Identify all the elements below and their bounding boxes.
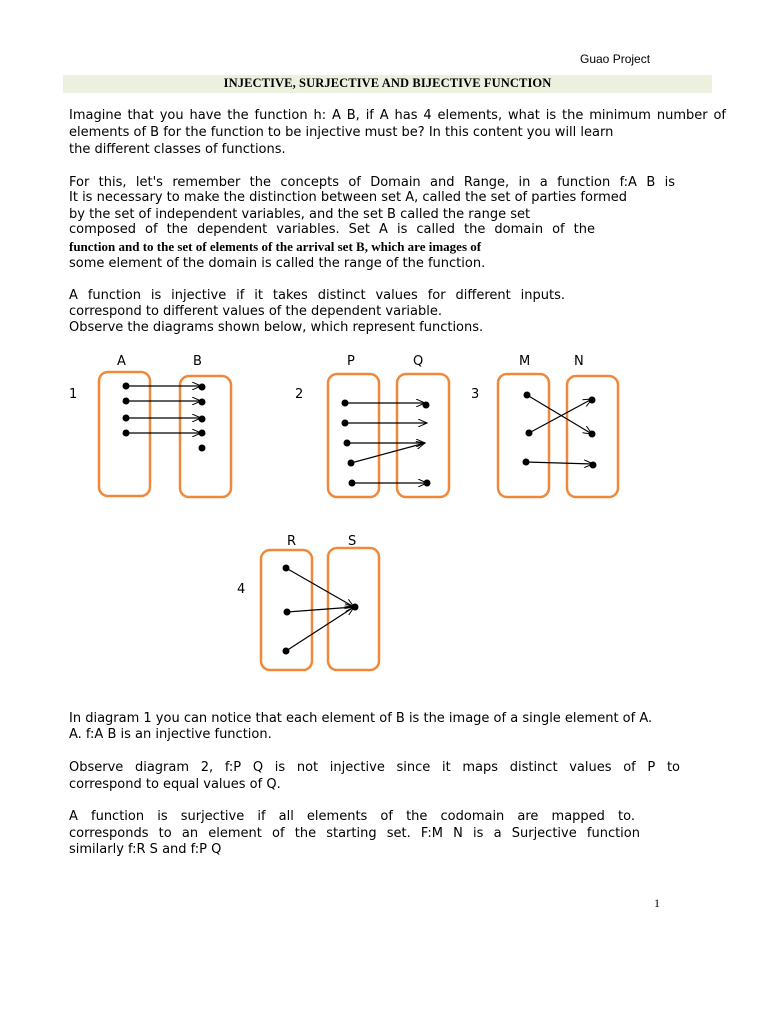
surjective-def-line-2: corresponds to an element of the starting set. F:M N is a Surjective function <box>69 826 640 841</box>
set-q-oval <box>397 374 449 497</box>
set-m-oval <box>498 374 549 497</box>
diagram-3-number: 3 <box>471 387 480 402</box>
mapping-arrows <box>126 386 593 651</box>
diagram-3-domain-label: M <box>519 354 531 369</box>
diagram-1-codomain-label: B <box>193 354 202 369</box>
set-b-oval <box>180 376 231 497</box>
diagram2-text-line-2: correspond to equal values of Q. <box>69 777 281 792</box>
diagram-4-codomain-label: S <box>348 534 357 549</box>
page-number: 1 <box>654 896 660 910</box>
domain-range-line-5: function and to the set of elements of the arrival set B, which are images of <box>69 239 482 254</box>
diagram-2-number: 2 <box>295 387 304 402</box>
diagram-2-domain-label: P <box>347 354 355 369</box>
diagram1-text-line-1: In diagram 1 you can notice that each element of B is the image of a single element of A. <box>69 711 653 726</box>
injective-def-line-2: correspond to different values of the dependent variable. <box>69 304 442 319</box>
domain-range-line-2: It is necessary to make the distinction between set A, called the set of parties formed <box>69 190 627 205</box>
diagram1-text-line-2: A. f:A B is an injective function. <box>69 727 272 742</box>
diagram-1-domain-label: A <box>117 354 126 369</box>
intro-line-2: elements of B for the function to be injective must be? In this content you will learn <box>69 125 614 140</box>
surjective-def-line-3: similarly f:R S and f:P Q <box>69 842 222 857</box>
diagram-2-codomain-label: Q <box>413 354 424 369</box>
diagram-1-number: 1 <box>69 387 78 402</box>
diagram-4-number: 4 <box>237 582 246 597</box>
injective-def-line-3: Observe the diagrams shown below, which represent functions. <box>69 320 484 335</box>
injective-def-line-1: A function is injective if it takes distinct values for different inputs. <box>69 288 565 303</box>
domain-range-line-6: some element of the domain is called the range of the function. <box>69 256 486 271</box>
domain-range-line-3: by the set of independent variables, and the set B called the range set <box>69 207 531 222</box>
intro-line-3: the different classes of functions. <box>69 142 286 157</box>
set-p-oval <box>328 374 379 497</box>
domain-range-line-4: composed of the dependent variables. Set A is called the domain of the <box>69 222 595 237</box>
diagram-3-codomain-label: N <box>574 354 584 369</box>
domain-range-line-1: For this, let's remember the concepts of Domain and Range, in a function f:A B is <box>69 175 675 190</box>
diagram2-text-line-1: Observe diagram 2, f:P Q is not injective since it maps distinct values of P to <box>69 760 680 775</box>
intro-line-1: Imagine that you have the function h: A B, if A has 4 elements, what is the minimum number of <box>69 108 726 123</box>
page-title: INJECTIVE, SURJECTIVE AND BIJECTIVE FUNCTION <box>223 76 552 90</box>
surjective-def-line-1: A function is surjective if all elements of the codomain are mapped to. <box>69 809 635 824</box>
header-project-name: Guao Project <box>580 52 651 66</box>
diagram-4-domain-label: R <box>287 534 297 549</box>
